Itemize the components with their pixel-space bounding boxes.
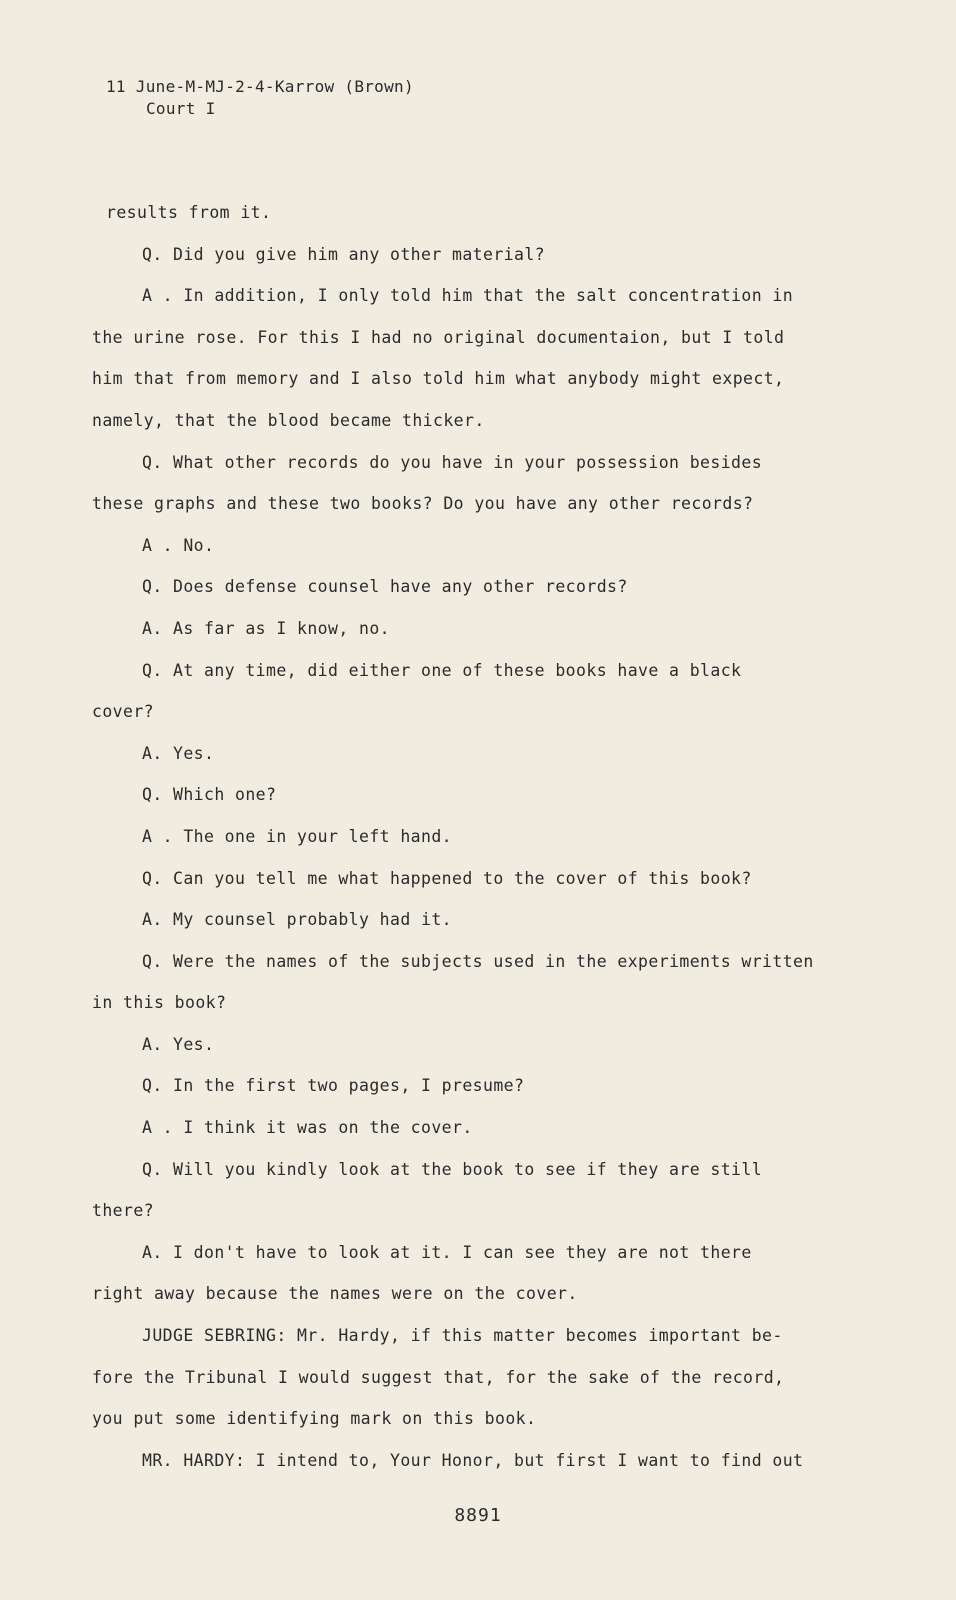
transcript-line: Q. Does defense counsel have any other records? (142, 577, 628, 597)
transcript-line: MR. HARDY: I intend to, Your Honor, but first I want to find out (142, 1450, 804, 1470)
transcript-line: fore the Tribunal I would suggest that, for the sake of the record, (92, 1367, 785, 1387)
transcript-line: A . No. (142, 535, 215, 555)
transcript-line: results from it. (106, 203, 272, 222)
page-number: 8891 (454, 1505, 502, 1526)
transcript-line: Q. What other records do you have in your possession besides (142, 452, 763, 472)
transcript-line: namely, that the blood became thicker. (92, 410, 485, 430)
transcript-line: there? (92, 1201, 155, 1221)
transcript-body (92, 202, 832, 1491)
transcript-line: A . In addition, I only told him that the salt concentration in (142, 286, 794, 306)
header-reference: 11 June-M-MJ-2-4-Karrow (Brown) (106, 77, 414, 96)
transcript-line: Q. In the first two pages, I presume? (142, 1076, 525, 1096)
transcript-line: Q. Which one? (142, 785, 277, 805)
transcript-line: A. My counsel probably had it. (142, 910, 453, 930)
document-header (106, 76, 414, 120)
transcript-line: in this book? (92, 993, 227, 1013)
transcript-line: JUDGE SEBRING: Mr. Hardy, if this matter becomes important be- (142, 1326, 783, 1346)
transcript-line: the urine rose. For this I had no original documentaion, but I told (92, 327, 785, 347)
transcript-line: Q. Were the names of the subjects used in the experiments written (142, 951, 814, 971)
transcript-line: A. Yes. (142, 1034, 215, 1054)
transcript-line: these graphs and these two books? Do you have any other records? (92, 494, 754, 514)
transcript-line: cover? (92, 702, 155, 722)
transcript-line: A. I don't have to look at it. I can see they are not there (142, 1242, 752, 1262)
transcript-line: A . The one in your left hand. (142, 826, 453, 846)
transcript-line: him that from memory and I also told him what anybody might expect, (92, 369, 785, 389)
transcript-line: A. As far as I know, no. (142, 618, 391, 638)
transcript-line: Q. At any time, did either one of these books have a black (142, 660, 742, 680)
transcript-line: you put some identifying mark on this book. (92, 1409, 537, 1429)
transcript-line: A . I think it was on the cover. (142, 1118, 473, 1138)
transcript-line: Q. Can you tell me what happened to the cover of this book? (142, 868, 752, 888)
transcript-line: right away because the names were on the cover. (92, 1284, 578, 1304)
header-court: Court I (146, 99, 216, 118)
transcript-line: A. Yes. (142, 743, 215, 763)
transcript-line: Q. Did you give him any other material? (142, 244, 546, 264)
transcript-line: Q. Will you kindly look at the book to see if they are still (142, 1159, 763, 1179)
